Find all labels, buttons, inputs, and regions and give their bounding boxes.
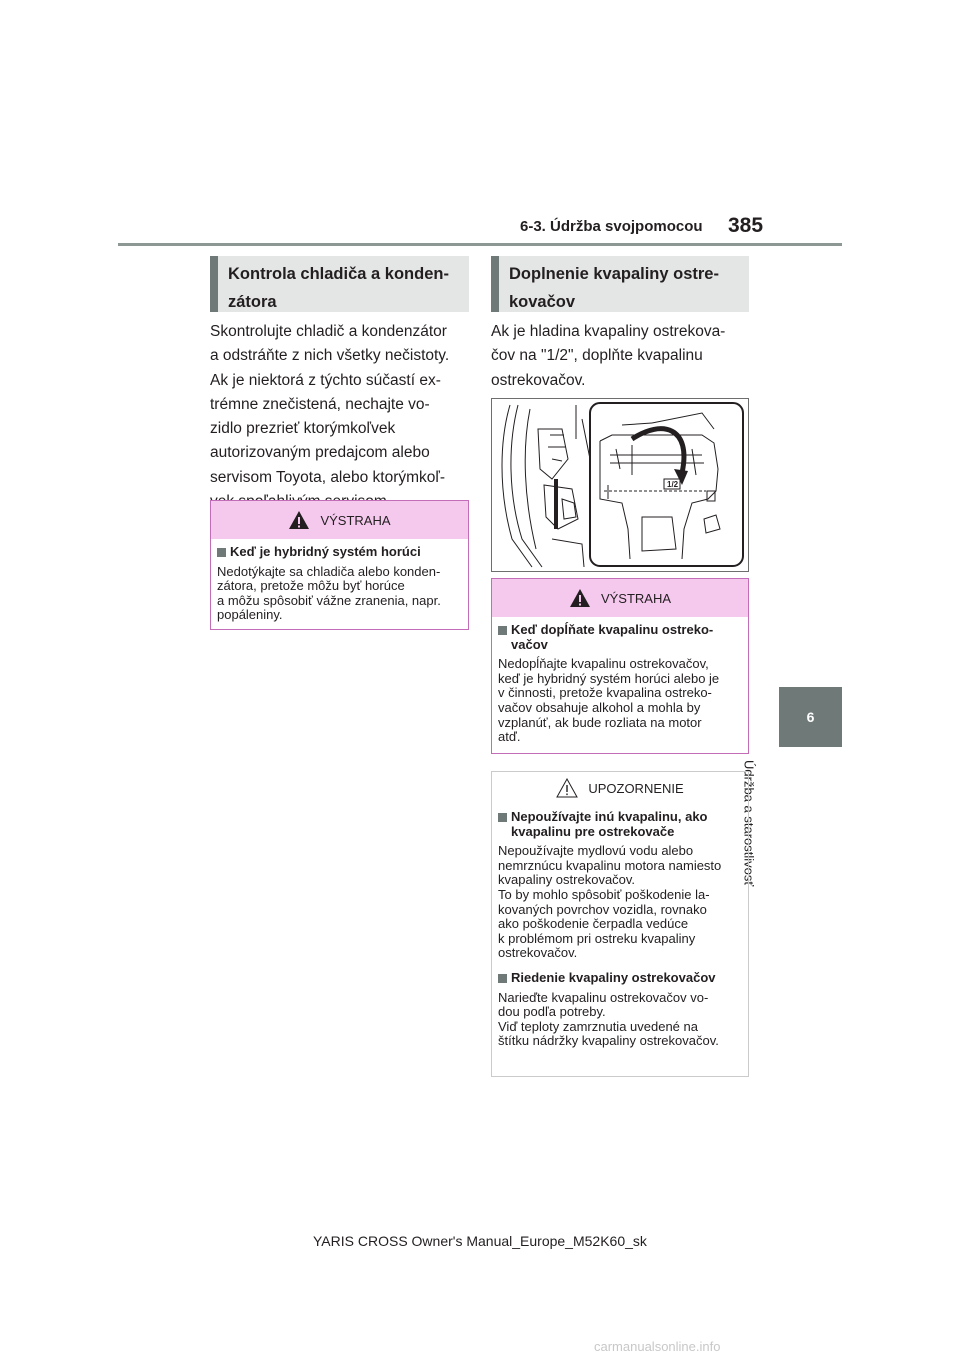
warning-icon <box>288 510 310 530</box>
radiator-body <box>210 320 472 514</box>
body-line: ostrekovačov. <box>491 371 586 389</box>
notice-text: Narieďte kvapalinu ostrekovačov vo- dou podľa potreby. Viď teploty zamrznutia uvedené na štítku nádržky kvapaliny ostrekovačov. <box>498 989 719 1049</box>
body-line: Skontrolujte chladič a kondenzátor <box>210 323 447 340</box>
chapter-tab <box>779 687 842 747</box>
radiator-heading <box>210 256 469 312</box>
bullet-square-icon <box>498 974 507 983</box>
body-line: čov na "1/2", doplňte kvapalinu <box>491 347 703 365</box>
body-line: Ak je hladina kvapaliny ostrekova- <box>491 323 726 340</box>
bullet-square-icon <box>498 626 507 635</box>
bullet-square-icon <box>498 813 507 822</box>
warning-text: Nedotýkajte sa chladiča alebo konden- zátora, pretože môžu byť horúce a môžu spôsobiť vážne zranenia, napr. popáleniny. <box>217 563 441 623</box>
notice-label: UPOZORNENIE <box>588 780 684 796</box>
chapter-number: 6 <box>806 709 815 725</box>
notice-body <box>492 804 748 1057</box>
warning-body <box>492 617 748 753</box>
body-line: trémne znečistená, nechajte vo- <box>210 395 430 413</box>
washer-warning-box <box>491 578 749 754</box>
caution-icon <box>556 778 578 798</box>
washer-fluid-heading <box>491 256 749 312</box>
heading-line: kovačov <box>509 293 576 311</box>
warning-label: VÝSTRAHA <box>320 512 391 528</box>
body-line: autorizovaným predajcom alebo <box>210 444 430 462</box>
notice-header <box>492 772 748 804</box>
warning-header <box>492 579 748 617</box>
chapter-label: Údržba a starostlivosť <box>741 760 757 887</box>
warning-text: Nedopĺňajte kvapalinu ostrekovačov, keď je hybridný systém horúci alebo je v činnosti, pretože kvapalina ostreko- vačov obsahuje alkohol a mohla by vzplanúť, ak bude rozliata na motor atď. <box>498 656 720 745</box>
washer-reservoir-icon <box>492 399 748 571</box>
chapter-label-container <box>741 760 822 900</box>
level-mark-label: 1/2 <box>667 480 679 489</box>
warning-subheading: Keď dopĺňate kvapalinu ostreko- vačov <box>498 623 742 652</box>
section-title: 6-3. Údržba svojpomocou <box>520 218 703 235</box>
warning-subheading: Keď je hybridný systém horúci <box>217 545 462 560</box>
body-line: Ak je niektorá z týchto súčastí ex- <box>210 371 441 389</box>
body-line: a odstráňte z nich všetky nečistoty. <box>210 347 450 365</box>
bullet-square-icon <box>217 548 226 557</box>
washer-notice-box <box>491 771 749 1077</box>
radiator-warning-box <box>210 500 469 630</box>
warning-body <box>211 539 468 631</box>
warning-header <box>211 501 468 539</box>
body-line: zidlo prezrieť ktorýmkoľvek <box>210 420 396 438</box>
heading-line: Doplnenie kvapaliny ostre- <box>509 265 719 283</box>
heading-line: zátora <box>228 293 277 311</box>
page-number: 385 <box>728 214 764 237</box>
footer-text: YARIS CROSS Owner's Manual_Europe_M52K60_sk <box>313 1233 647 1249</box>
header-divider <box>118 243 842 246</box>
warning-label: VÝSTRAHA <box>600 590 672 606</box>
notice-text: Nepoužívajte mydlovú vodu alebo nemrznúcu kvapalinu motora namiesto kvapaliny ostrekovačov. To by mohlo spôsobiť poškodenie la- kovaných povrchov vozidla, rovnako ako poškodenie čerpadla vedúce k problémom pri ostreku kvapaliny ostrekovačov. <box>498 843 722 961</box>
watermark: carmanualsonline.info <box>594 1339 721 1354</box>
body-line: servisom Toyota, alebo ktorýmkoľ- <box>210 468 446 486</box>
washer-fluid-illustration <box>491 398 749 572</box>
notice-subheading: Riedenie kvapaliny ostrekovačov <box>498 971 742 986</box>
warning-icon <box>569 588 591 608</box>
notice-subheading: Nepoužívajte inú kvapalinu, ako kvapalinu pre ostrekovače <box>498 810 742 839</box>
heading-line: Kontrola chladiča a konden- <box>228 265 449 283</box>
washer-fluid-body <box>491 320 753 393</box>
